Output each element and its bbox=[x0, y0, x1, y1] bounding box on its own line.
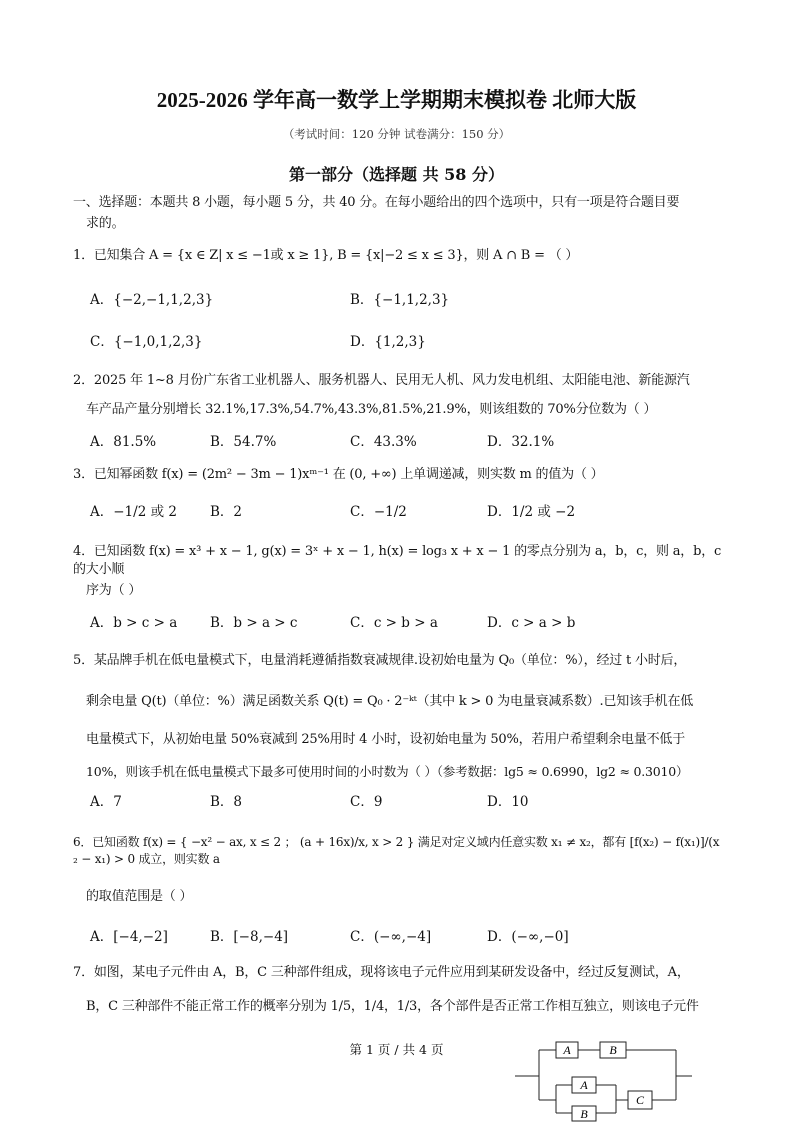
question-7: 7．如图，某电子元件由 A，B，C 三种部件组成，现将该电子元件应用到某研发设备中，经过反复测试，A， bbox=[73, 965, 690, 980]
exam-subtitle: （考试时间：120 分钟 试卷满分：150 分） bbox=[282, 127, 511, 141]
option-a: A．b > c > a bbox=[90, 615, 178, 631]
option-d: D．32.1% bbox=[487, 434, 555, 450]
question-5: 5．某品牌手机在低电量模式下，电量消耗遵循指数衰减规律.设初始电量为 Q₀（单位：%），经过 t 小时后， bbox=[73, 653, 687, 668]
part-heading: 第一部分（选择题 共 58 分） bbox=[289, 165, 504, 184]
option-b: B．8 bbox=[210, 794, 243, 810]
question-2-cont: 车产品产量分别增长 32.1%,17.3%,54.7%,43.3%,81.5%,21.9%，则该组数的 70%分位数为（ ） bbox=[86, 402, 657, 417]
question-6: 6．已知函数 f(x) = { −x² − ax, x ≤ 2 ； (a + 16x)/x, x > 2 } 满足对定义域内任意实数 x₁ ≠ x₂，都有 [f(x₂) − f(x₁)]/(x₂ − x₁) > 0 成立，则实数 a bbox=[73, 835, 720, 866]
question-5-cont: 10%，则该手机在低电量模式下最多可使用时间的小时数为（ ）（参考数据：lg5 ≈ 0.6990，lg2 ≈ 0.3010） bbox=[86, 764, 689, 779]
option-d: D．10 bbox=[487, 794, 529, 810]
option-c: C．{−1,0,1,2,3} bbox=[90, 334, 203, 350]
option-a: A．81.5% bbox=[90, 434, 157, 450]
question-4: 4．已知函数 f(x) = x³ + x − 1, g(x) = 3ˣ + x − 1, h(x) = log₃ x + x − 1 的零点分别为 a，b，c，则 a，b，c 的大小顺 bbox=[73, 544, 722, 577]
option-c: C．−1/2 bbox=[350, 504, 407, 520]
section-instruction: 一、选择题：本题共 8 小题，每小题 5 分，共 40 分。在每小题给出的四个选项中，只有一项是符合题目要 bbox=[73, 195, 680, 210]
option-b: B．[−8,−4] bbox=[210, 929, 289, 945]
option-d: D．c > a > b bbox=[487, 615, 576, 631]
question-4-cont: 序为（ ） bbox=[86, 583, 142, 598]
component-b-label: B bbox=[580, 1107, 588, 1121]
section-instruction-cont: 求的。 bbox=[86, 216, 125, 231]
question-5-cont: 电量模式下，从初始电量 50%衰减到 25%用时 4 小时，设初始电量为 50%，若用户希望剩余电量不低于 bbox=[86, 732, 686, 747]
exam-title: 2025-2026 学年高一数学上学期期末模拟卷 北师大版 bbox=[156, 88, 637, 112]
option-c: C．(−∞,−4] bbox=[350, 929, 432, 945]
question-7-cont: B，C 三种部件不能正常工作的概率分别为 1/5，1/4，1/3，各个部件是否正常工作相互独立，则该电子元件 bbox=[86, 999, 699, 1014]
option-c: C．9 bbox=[350, 794, 383, 810]
option-a: A．{−2,−1,1,2,3} bbox=[90, 292, 214, 308]
question-3: 3．已知幂函数 f(x) = (2m² − 3m − 1)xᵐ⁻¹ 在 (0, +∞) 上单调递减，则实数 m 的值为（ ） bbox=[73, 467, 604, 482]
question-5-cont: 剩余电量 Q(t)（单位：%）满足函数关系 Q(t) = Q₀ · 2⁻ᵏᵗ（其中 k > 0 为电量衰减系数）.已知该手机在低 bbox=[86, 694, 694, 709]
question-2: 2．2025 年 1~8 月份广东省工业机器人、服务机器人、民用无人机、风力发电机组、太阳能电池、新能源汽 bbox=[73, 373, 690, 388]
option-a: A．[−4,−2] bbox=[90, 929, 168, 945]
component-c-label: C bbox=[635, 1093, 645, 1107]
option-d: D．1/2 或 −2 bbox=[487, 504, 576, 520]
option-d: D．{1,2,3} bbox=[350, 334, 426, 350]
option-a: A．7 bbox=[90, 794, 122, 810]
option-c: C．c > b > a bbox=[350, 615, 438, 631]
option-b: B．2 bbox=[210, 504, 243, 520]
question-1: 1．已知集合 A = {x ∈ Z| x ≤ −1或 x ≥ 1}, B = {x|−2 ≤ x ≤ 3}，则 A ∩ B = （ ） bbox=[73, 248, 579, 263]
option-b: B．{−1,1,2,3} bbox=[350, 292, 450, 308]
option-b: B．54.7% bbox=[210, 434, 277, 450]
component-a-label: A bbox=[580, 1078, 588, 1092]
component-b-label: B bbox=[609, 1043, 617, 1057]
option-d: D．(−∞,−0] bbox=[487, 929, 569, 945]
component-a-label: A bbox=[563, 1043, 571, 1057]
option-c: C．43.3% bbox=[350, 434, 417, 450]
option-a: A．−1/2 或 2 bbox=[90, 504, 177, 520]
option-b: B．b > a > c bbox=[210, 615, 298, 631]
page-footer: 第 1 页 / 共 4 页 bbox=[349, 1042, 444, 1057]
question-6-cont: 的取值范围是（ ） bbox=[86, 889, 193, 904]
